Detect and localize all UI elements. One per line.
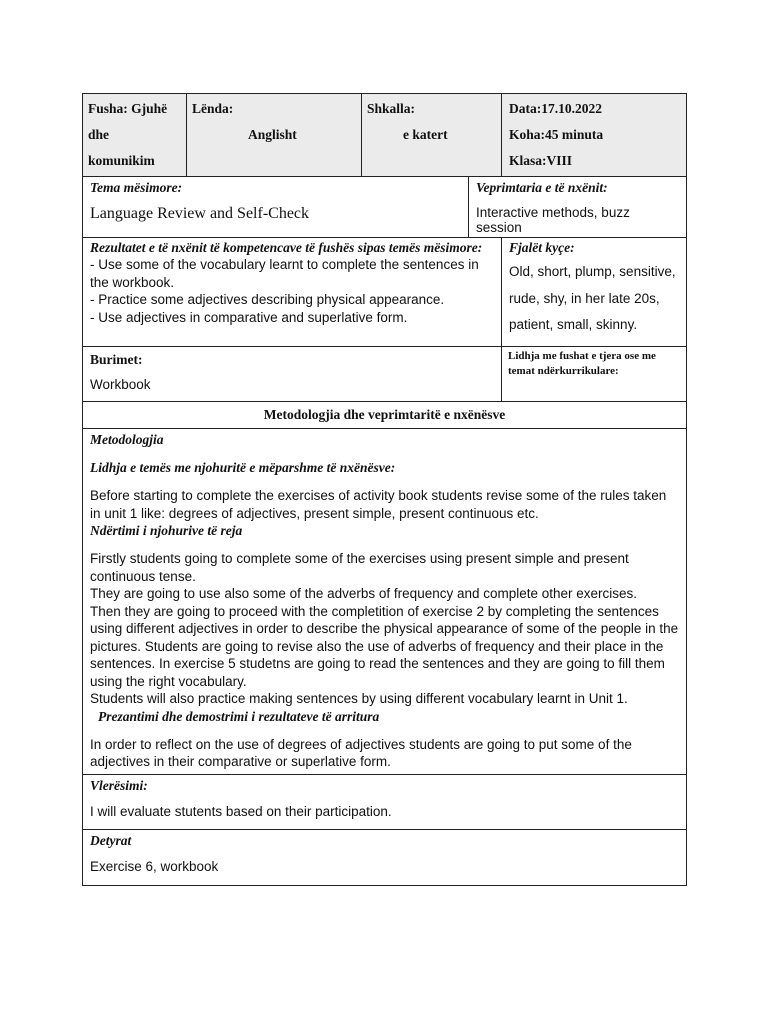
rezultatet-cell: [83, 238, 502, 347]
metodologjia-cell: [83, 429, 687, 775]
fusha-line2: dhe: [88, 127, 110, 142]
fjalet-label: Fjalët kyçe:: [509, 240, 575, 255]
ndertimi-paragraph: Firstly students going to complete some of the exercises using present simple and present continuous tense.: [90, 551, 629, 584]
prezantimi-label: Prezantimi dhe demostrimi i rezultateve të arritura: [98, 708, 380, 724]
lesson-plan-table: [82, 93, 687, 886]
fusha-cell: [83, 94, 187, 177]
lidhja-fushat-cell: [502, 347, 687, 402]
section-title: Metodologjia dhe veprimtaritë e nxënësve: [83, 402, 687, 429]
rezultatet-item: - Use adjectives in comparative and superlative form.: [90, 309, 408, 325]
ndertimi-label: Ndërtimi i njohurive të reja: [90, 523, 243, 538]
lesson-plan: [82, 93, 686, 886]
veprimtaria-value: Interactive methods, buzz session: [476, 205, 630, 235]
fusha-label: Fusha: Gjuhë: [88, 101, 168, 116]
burimet-cell: [83, 347, 502, 402]
metodologjia-row: [83, 429, 687, 775]
fjalet-cell: [502, 238, 687, 347]
vleresimi-value: I will evaluate stutents based on their participation.: [90, 804, 392, 819]
rezultatet-item: - Practice some adjectives describing physical appearance.: [90, 292, 445, 307]
tema-label: Tema mësimore:: [90, 180, 183, 195]
rezultatet-list: [90, 256, 494, 326]
koha-text: Koha:45 minuta: [509, 127, 604, 142]
lidhja-text: Before starting to complete the exercises of activity book students revise some of the rules taken in unit 1 like: degrees of adjectives, present simple, present continuous etc.: [90, 488, 667, 521]
vleresimi-label: Vlerësimi:: [90, 778, 148, 793]
burimet-row: [83, 347, 687, 402]
rezultatet-item: - Use some of the vocabulary learnt to complete the sentences in the workbook.: [90, 257, 479, 290]
vleresimi-cell: [83, 775, 687, 830]
header-row: [83, 94, 687, 177]
burimet-value: Workbook: [90, 377, 151, 392]
lidhja-fushat-label: Lidhja me fushat e tjera ose me temat ndërkurrikulare:: [508, 350, 656, 377]
veprimtaria-cell: [469, 177, 687, 238]
prezantimi-text: In order to reflect on the use of degrees of adjectives students are going to put some of the adjectives in their comparative or superlative form.: [90, 736, 632, 769]
detyrat-row: [83, 830, 687, 886]
rezultatet-row: [83, 238, 687, 347]
metodologjia-title-row: [83, 402, 687, 429]
lidhja-label: Lidhja e temës me njohuritë e mëparshme të nxënësve:: [90, 460, 396, 475]
detyrat-value: Exercise 6, workbook: [90, 859, 219, 874]
fusha-line3: komunikim: [88, 153, 155, 168]
detyrat-cell: [83, 830, 687, 886]
date-cell: [502, 94, 687, 177]
burimet-label: Burimet:: [90, 352, 143, 367]
shkalla-value: e katert: [403, 127, 448, 142]
tema-cell: [83, 177, 469, 238]
detyrat-label: Detyrat: [90, 833, 132, 848]
rezultatet-label: Rezultatet e të nxënit të kompetencave të fushës sipas temës mësimore:: [90, 240, 483, 255]
vleresimi-row: [83, 775, 687, 830]
klasa-text: Klasa:VIII: [509, 153, 573, 168]
lenda-value: Anglisht: [248, 127, 297, 142]
tema-value: Language Review and Self-Check: [90, 205, 310, 222]
date-text: Data:17.10.2022: [509, 101, 603, 116]
ndertimi-paragraph: They are going to use also some of the adverbs of frequency and complete other exercises.: [90, 586, 638, 601]
shkalla-cell: [362, 94, 502, 177]
ndertimi-text: [90, 550, 679, 708]
fjalet-value: Old, short, plump, sensitive, rude, shy, in her late 20s, patient, small, skinny.: [509, 264, 676, 332]
tema-row: [83, 177, 687, 238]
veprimtaria-label: Veprimtaria e të nxënit:: [476, 180, 608, 195]
ndertimi-paragraph: Students will also practice making sentences by using different vocabulary learnt in Unit 1.: [90, 691, 628, 706]
lenda-label: Lënda:: [192, 101, 234, 116]
shkalla-label: Shkalla:: [367, 101, 416, 116]
lenda-cell: [187, 94, 362, 177]
ndertimi-paragraph: Then they are going to proceed with the completition of exercise 2 by completing the sentences using different adjectives in order to describe the physical appearance of some of the people in the pictures. Students are going to revise also the use of adverbs of frequency and their place in the sentences. In exercise 5 studetns are going to read the sentences and they are going to fill them using the right vocabulary.: [90, 603, 679, 689]
metodologjia-label: Metodologjia: [90, 432, 164, 447]
